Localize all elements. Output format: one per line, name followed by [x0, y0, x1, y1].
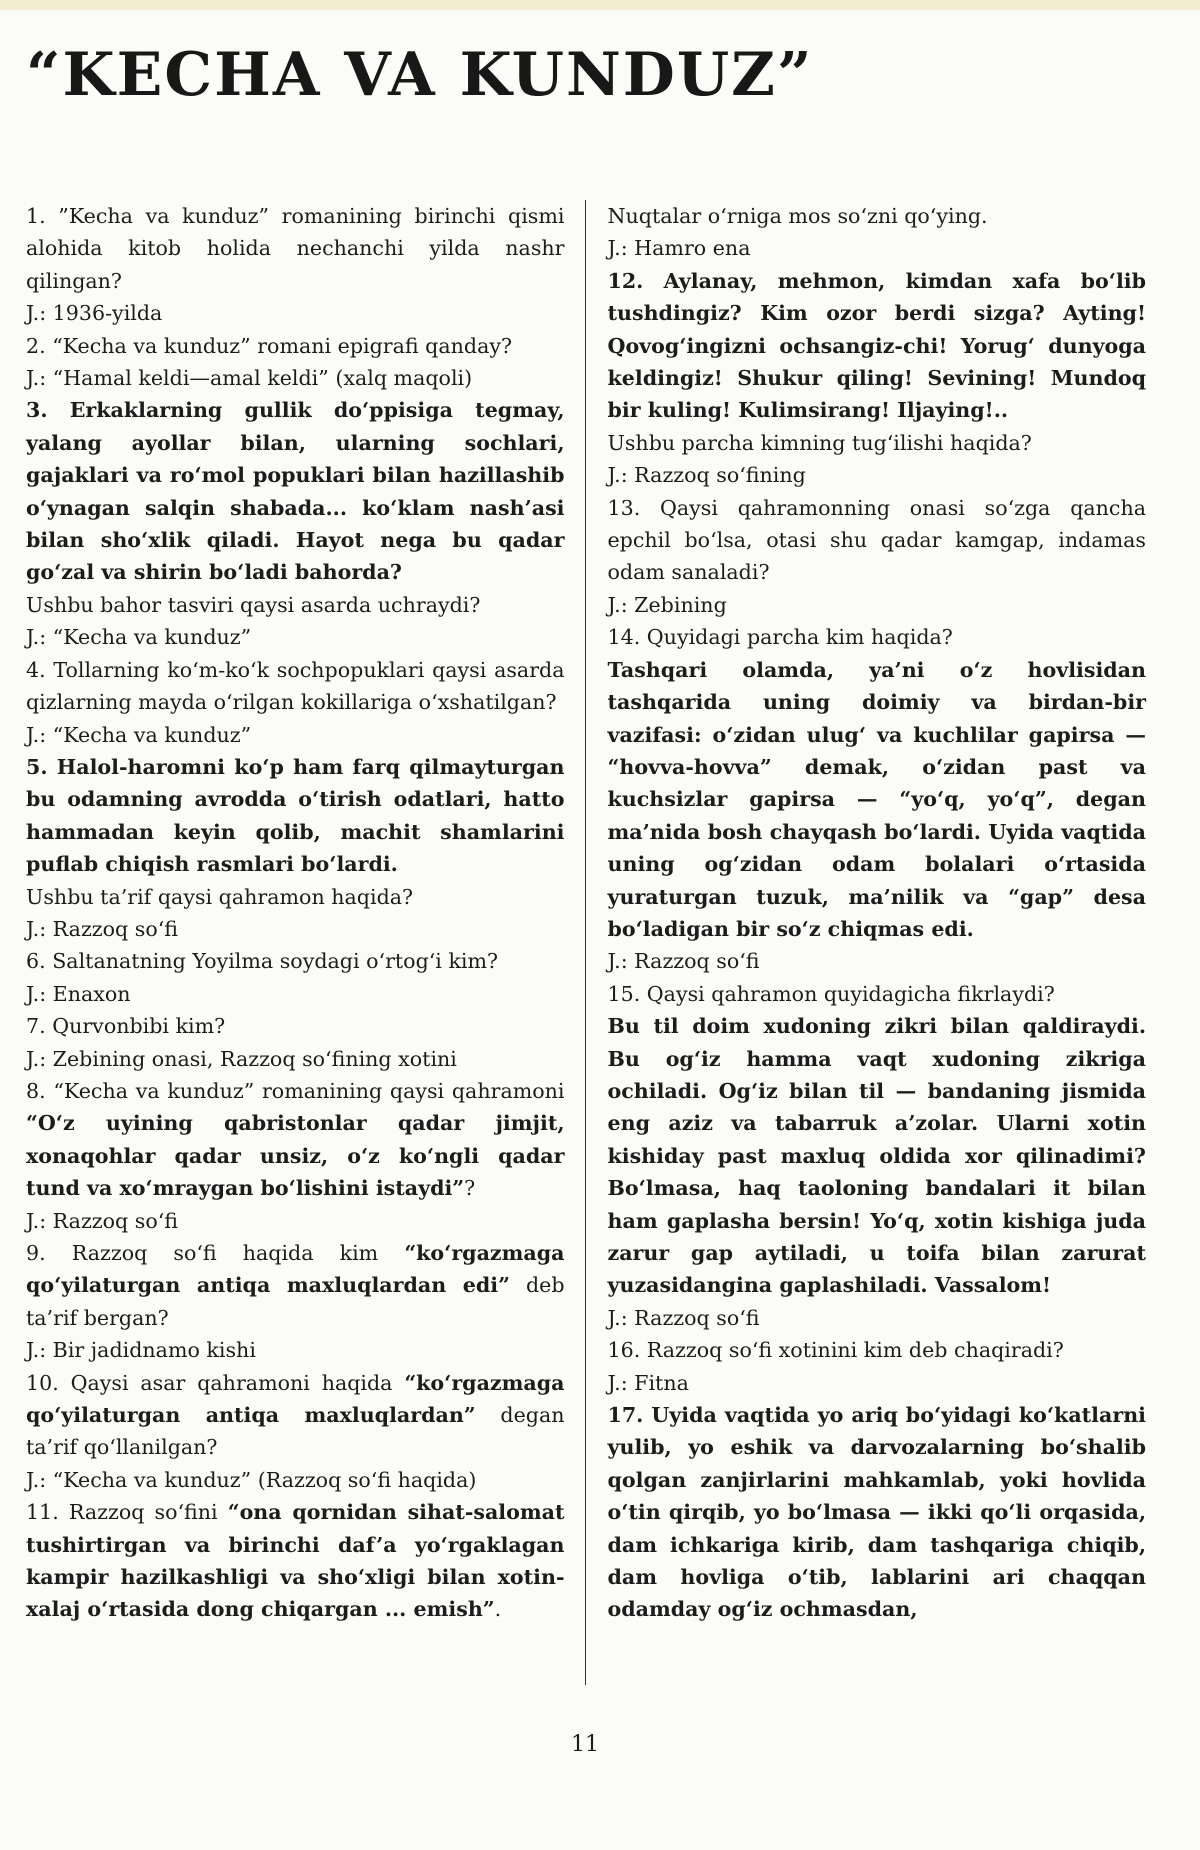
answer-12: J.: Razzoq so‘fining — [607, 463, 806, 488]
question-16: 16. Razzoq so‘fi xotinini kim deb chaqiradi? — [607, 1338, 1064, 1363]
question-8-text: 8. “Kecha va kunduz” romanining qaysi qahramoni — [26, 1078, 565, 1103]
question-12-passage: 12. Aylanay, mehmon, kimdan xafa bo‘lib tushdingiz? Kim ozor berdi sizga? Ayting! Qovog‘ingizni ochsangiz-chi! Yorug‘ dunyoga keldingiz! Shukur qiling! Sevining! Mundoq bir kuling! Kulimsirang! Iljaying!.. — [607, 268, 1146, 423]
question-9 — [26, 1237, 565, 1334]
question-9-quote: “ko‘rgazmaga qo‘yilaturgan antiqa maxluqlardan edi” — [26, 1241, 565, 1298]
answer-13: J.: Zebining — [607, 592, 727, 617]
question-9-end: deb ta’rif bergan? — [26, 1273, 565, 1330]
question-10-quote: “ko‘rgazmaga qo‘yilaturgan antiqa maxluqlardan” — [26, 1370, 565, 1428]
question-14-passage: Tashqari olamda, ya’ni o‘z hovlisidan tashqarida uning doimiy va birdan-bir vazifasi: o‘zidan ulug‘ va kuchlilar gapirsa — “hovva-hovva” demak, o‘zidan past va kuchsizlar gapirsa — “yo‘q, yo‘q”, degan ma’nida bosh chayqash bo‘lardi. Uyida vaqtida uning og‘zidan odam bolalari o‘rtasida yuraturgan tuzuk, ma’nilik va “gap” desa bo‘ladigan bir so‘z chiqmas edi. — [607, 657, 1146, 941]
answer-3: J.: “Kecha va kunduz” — [26, 625, 252, 650]
question-12: Ushbu parcha kimning tug‘ilishi haqida? — [607, 430, 1032, 455]
question-6: 6. Saltanatning Yoyilma soydagi o‘rtog‘i kim? — [26, 949, 499, 974]
question-5: Ushbu ta’rif qaysi qahramon haqida? — [26, 884, 414, 909]
answer-11: J.: Hamro ena — [607, 236, 751, 261]
question-8 — [26, 1075, 565, 1205]
question-11 — [26, 1496, 565, 1626]
left-column — [26, 200, 585, 1685]
question-8-quote: “O‘z uyining qabristonlar qadar jimjit, xonaqohlar qadar unsiz, o‘z ko‘ngli qadar tund va xo‘mraygan bo‘lishini istaydi” — [26, 1111, 565, 1201]
question-7: 7. Qurvonbibi kim? — [26, 1014, 226, 1039]
question-11-text: 11. Razzoq so‘fini — [26, 1500, 228, 1525]
answer-5: J.: Razzoq so‘fi — [26, 916, 179, 941]
question-10 — [26, 1367, 565, 1464]
question-3: Ushbu bahor tasviri qaysi asarda uchraydi? — [26, 592, 481, 617]
question-8-end: ? — [464, 1176, 476, 1201]
answer-15: J.: Razzoq so‘fi — [607, 1305, 760, 1330]
right-column — [585, 200, 1147, 1685]
question-4: 4. Tollarning ko‘m-ko‘k sochpopuklari qaysi asarda qizlarning mayda o‘rilgan kokillariga o‘xshatilgan? — [26, 657, 565, 715]
question-10-end: degan ta’rif qo‘llanilgan? — [26, 1403, 565, 1460]
two-column-body — [26, 200, 1146, 1685]
question-11-quote: “ona qornidan sihat-salomat tushirtirgan va birinchi daf’a yo‘rgaklagan kampir hazilkashligi va sho‘xligi bilan xotin-xalaj o‘rtasida dong chiqargan ... emish” — [26, 1500, 565, 1622]
answer-9: J.: Bir jadidnamo kishi — [26, 1338, 256, 1363]
answer-14: J.: Razzoq so‘fi — [607, 949, 760, 974]
question-15-passage: Bu til doim xudoning zikri bilan qaldiraydi. Bu og‘iz hamma vaqt xudoning zikriga ochiladi. Og‘iz bilan til — bandaning jismida eng aziz va tabarruk a’zolar. Ularni xotin kishiday past maxluq oldida xor qilinadimi? Bo‘lmasa, haq taoloning bandalari it bilan ham gaplasha bersin! Yo‘q, xotin kishiga juda zarur gap aytiladi, u toifa bilan zarurat yuzasidangina gaplashiladi. Vassalom! — [607, 1014, 1146, 1298]
question-14: 14. Quyidagi parcha kim haqida? — [607, 625, 953, 650]
answer-1: J.: 1936-yilda — [26, 301, 163, 326]
answer-7: J.: Zebining onasi, Razzoq so‘fining xotini — [26, 1046, 457, 1071]
question-1: 1. ”Kecha va kunduz” romanining birinchi qismi alohida kitob holida nechanchi yilda nashr qilingan? — [26, 204, 565, 293]
answer-6: J.: Enaxon — [26, 981, 131, 1006]
question-9-text: 9. Razzoq so‘fi haqida kim — [26, 1241, 405, 1265]
question-10-text: 10. Qaysi asar qahramoni haqida — [26, 1370, 405, 1395]
question-5-passage: 5. Halol-haromni ko‘p ham farq qilmayturgan bu odamning avrodda o‘tirish odatlari, hatto hammadan keyin qolib, machit shamlarini puflab chiqish rasmlari bo‘lardi. — [26, 754, 565, 877]
question-3-passage: 3. Erkaklarning gullik do‘ppisiga tegmay, yalang ayollar bilan, ularning sochlari, gajaklari va ro‘mol popuklari bilan hazillashib o‘ynagan salqin shabada... ko‘klam nash’asi bilan sho‘xlik qiladi. Hayot nega bu qadar go‘zal va shirin bo‘ladi bahorda? — [26, 398, 565, 585]
answer-4: J.: “Kecha va kunduz” — [26, 722, 252, 747]
question-11-continued: Nuqtalar o‘rniga mos so‘zni qo‘ying. — [607, 204, 988, 228]
question-15: 15. Qaysi qahramon quyidagicha fikrlaydi? — [607, 981, 1055, 1006]
question-2: 2. “Kecha va kunduz” romani epigrafi qanday? — [26, 333, 513, 358]
answer-2: J.: “Hamal keldi—amal keldi” (xalq maqoli) — [26, 366, 473, 391]
answer-16: J.: Fitna — [607, 1370, 689, 1395]
page-number: 11 — [571, 1732, 599, 1757]
question-17-passage: 17. Uyida vaqtida yo ariq bo‘yidagi ko‘katlarni yulib, yo eshik va darvozalarning bo‘shalib qolgan zanjirlarini mahkamlab, yoki hovlida o‘tin qirqib, yo bo‘lmasa — ikki qo‘li orqasida, dam ichkariga kirib, dam tashqariga chiqib, dam hovliga o‘tib, lablarini ari chaqqan odamday og‘iz ochmasdan, — [607, 1403, 1146, 1622]
answer-8: J.: Razzoq so‘fi — [26, 1208, 179, 1233]
question-13: 13. Qaysi qahramonning onasi so‘zga qancha epchil bo‘lsa, otasi shu qadar kamgap, indamas odam sanaladi? — [607, 495, 1146, 585]
page-title: “KECHA VA KUNDUZ” — [26, 40, 814, 110]
answer-10: J.: “Kecha va kunduz” (Razzoq so‘fi haqida) — [26, 1467, 477, 1492]
question-11-end: . — [494, 1597, 502, 1622]
top-edge-strip — [0, 0, 1200, 10]
